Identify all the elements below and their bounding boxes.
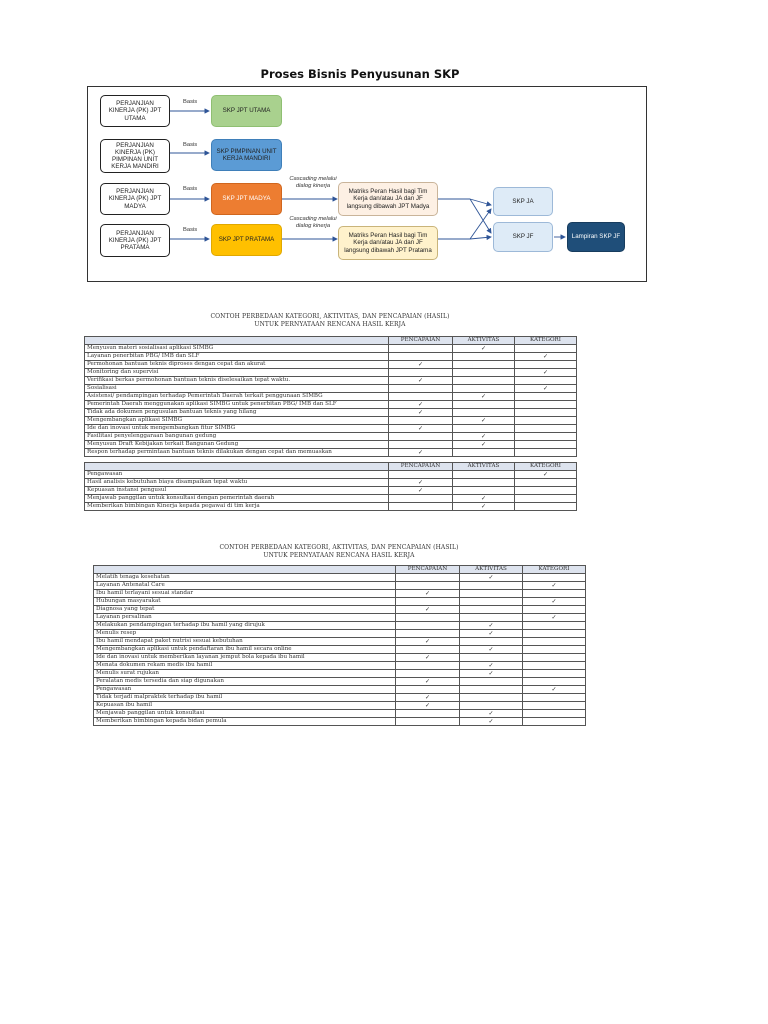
table2-row-label: Ibu hamil mendapat paket nutrisi sesuai kebutuhan (94, 638, 396, 646)
empty-cell (523, 654, 586, 662)
empty-cell (523, 678, 586, 686)
table2-row-label: Menjawab panggilan untuk konsultasi (94, 710, 396, 718)
table1-header-aktivitas: AKTIVITAS (453, 337, 515, 345)
empty-cell (396, 710, 460, 718)
skp-ja-box (493, 187, 553, 216)
empty-cell (389, 417, 453, 425)
matriks-pratama-label: Matriks Peran Hasil bagi Tim Kerja dan/atau JA dan JF langsung dibawah JPT Pratama (344, 232, 432, 254)
empty-cell (460, 694, 523, 702)
checkmark-icon: ✓ (460, 662, 523, 670)
empty-cell (389, 471, 453, 479)
empty-cell (515, 377, 577, 385)
empty-cell (515, 487, 577, 495)
pk-jpt-madya-box (100, 183, 170, 215)
empty-cell (460, 678, 523, 686)
table-row (85, 495, 577, 503)
checkmark-icon: ✓ (523, 598, 586, 606)
empty-cell (515, 361, 577, 369)
empty-cell (453, 401, 515, 409)
table2-row-label: Melakukan pendampingan terhadap ibu hamil yang dirujuk (94, 622, 396, 630)
checkmark-icon: ✓ (460, 622, 523, 630)
checkmark-icon: ✓ (515, 385, 577, 393)
checkmark-icon: ✓ (396, 694, 460, 702)
table1 (84, 336, 577, 511)
empty-cell (515, 393, 577, 401)
table1-row-label: Fasilitasi penyelenggaraan bangunan gedung (85, 433, 389, 441)
empty-cell (453, 369, 515, 377)
basis-label-1: Basis (183, 99, 198, 105)
table2-header-kategori: KATEGORI (523, 566, 586, 574)
table-row (94, 710, 586, 718)
empty-cell (396, 622, 460, 630)
checkmark-icon: ✓ (389, 401, 453, 409)
table2-row-label: Hubungan masyarakat (94, 598, 396, 606)
empty-cell (523, 646, 586, 654)
table1b-row-label: Menjawab panggilan untuk konsultasi dengan pemerintah daerah (85, 495, 389, 503)
empty-cell (460, 686, 523, 694)
table1-caption (84, 313, 576, 329)
table-row (85, 433, 577, 441)
table2-row-label: Memberikan bimbingan kepada bidan pemula (94, 718, 396, 726)
table-row (85, 503, 577, 511)
empty-cell (515, 345, 577, 353)
checkmark-icon: ✓ (389, 449, 453, 457)
table1-row-label: Layanan penerbitan PBG/ IMB dan SLF (85, 353, 389, 361)
table1-subheader-pencapaian: PENCAPAIAN (389, 463, 453, 471)
empty-cell (389, 369, 453, 377)
matriks-pratama-box (338, 226, 438, 260)
pk-pimpinan-unit-box (100, 139, 170, 173)
empty-cell (515, 449, 577, 457)
empty-cell (515, 433, 577, 441)
empty-cell (523, 638, 586, 646)
table-row (85, 361, 577, 369)
empty-cell (523, 710, 586, 718)
checkmark-icon: ✓ (389, 487, 453, 495)
table-row (94, 638, 586, 646)
pk-jpt-utama-box (100, 95, 170, 127)
table-row (94, 630, 586, 638)
table-row (85, 369, 577, 377)
table1-subheader-row (85, 463, 577, 471)
skp-jpt-utama-box (211, 95, 282, 127)
checkmark-icon: ✓ (396, 638, 460, 646)
table1-header-kategori: KATEGORI (515, 337, 577, 345)
checkmark-icon: ✓ (453, 503, 515, 511)
empty-cell (396, 670, 460, 678)
empty-cell (389, 503, 453, 511)
empty-cell (460, 654, 523, 662)
checkmark-icon: ✓ (523, 582, 586, 590)
basis-label-2: Basis (183, 142, 198, 148)
table-row (85, 377, 577, 385)
skp-jf-label: SKP JF (512, 233, 534, 241)
table1-subheader-aktivitas: AKTIVITAS (453, 463, 515, 471)
empty-cell (460, 702, 523, 710)
table-row (94, 694, 586, 702)
table1-row-label: Menyusun Draft Kebijakan terkait Bangunan Gedung (85, 441, 389, 449)
checkmark-icon: ✓ (396, 606, 460, 614)
empty-cell (389, 345, 453, 353)
table-row (85, 353, 577, 361)
empty-cell (389, 353, 453, 361)
empty-cell (453, 385, 515, 393)
table-row (94, 622, 586, 630)
table2-row-label: Layanan Antenatal Care (94, 582, 396, 590)
table-row (94, 718, 586, 726)
checkmark-icon: ✓ (389, 425, 453, 433)
empty-cell (523, 630, 586, 638)
lampiran-skp-jf-label: Lampiran SKP JF (571, 233, 621, 241)
checkmark-icon: ✓ (453, 441, 515, 449)
table2-row-label: Menulis resep (94, 630, 396, 638)
empty-cell (396, 574, 460, 582)
table2-row-label: Layanan persalinan (94, 614, 396, 622)
checkmark-icon: ✓ (389, 361, 453, 369)
empty-cell (460, 614, 523, 622)
table1-subheader-blank (85, 463, 389, 471)
checkmark-icon: ✓ (396, 590, 460, 598)
empty-cell (515, 479, 577, 487)
table-row (85, 409, 577, 417)
empty-cell (453, 487, 515, 495)
table2-caption-line1: CONTOH PERBEDAAN KATEGORI, AKTIVITAS, DAN PENCAPAIAN (HASIL) (219, 544, 459, 551)
table-row (94, 702, 586, 710)
cascading-label-1: Cascading melalui dialog kinerja (289, 176, 337, 189)
pk-jpt-pratama-label: PERJANJIAN KINERJA (PK) JPT PRATAMA (108, 229, 162, 252)
table1-row-label: Respon terhadap permintaan bantuan teknis dilakukan dengan cepat dan memuaskan (85, 449, 389, 457)
table1-header-pencapaian: PENCAPAIAN (389, 337, 453, 345)
empty-cell (396, 598, 460, 606)
table2-header-aktivitas: AKTIVITAS (460, 566, 523, 574)
pk-jpt-madya-label: PERJANJIAN KINERJA (PK) JPT MADYA (108, 188, 162, 210)
table-row (85, 401, 577, 409)
table2 (93, 565, 586, 726)
table1-row-label: Sosialisasi (85, 385, 389, 393)
checkmark-icon: ✓ (389, 377, 453, 385)
table2-row-label: Mengembangkan aplikasi untuk pendaftaran ibu hamil secara online (94, 646, 396, 654)
table-row (85, 345, 577, 353)
table2-row-label: Kepuasan ibu hamil (94, 702, 396, 710)
empty-cell (460, 582, 523, 590)
empty-cell (515, 425, 577, 433)
table-row (94, 654, 586, 662)
empty-cell (460, 598, 523, 606)
table1-row-label: Asistensi/ pendampingan terhadap Pemerintah Daerah terkait penggunaan SIMBG (85, 393, 389, 401)
empty-cell (460, 638, 523, 646)
empty-cell (453, 449, 515, 457)
table1-row-label: Verifikasi berkas permohonan bantuan teknis diselesaikan tepat waktu. (85, 377, 389, 385)
basis-label-4: Basis (183, 227, 198, 233)
empty-cell (396, 630, 460, 638)
skp-ja-label: SKP JA (512, 197, 534, 205)
table-row (94, 606, 586, 614)
table1-row-label: Pemerintah Daerah menggunakan aplikasi SIMBG untuk penerbitan PBG/ IMB dan SLF (85, 401, 389, 409)
empty-cell (453, 361, 515, 369)
page-title: Proses Bisnis Penyusunan SKP (260, 67, 460, 81)
checkmark-icon: ✓ (460, 630, 523, 638)
table2-row-label: Menata dokumen rekam medis ibu hamil (94, 662, 396, 670)
checkmark-icon: ✓ (396, 678, 460, 686)
checkmark-icon: ✓ (460, 718, 523, 726)
empty-cell (389, 433, 453, 441)
empty-cell (396, 662, 460, 670)
empty-cell (523, 702, 586, 710)
table1b-row-label: Kepuasan instansi pengusul (85, 487, 389, 495)
table2-header-row (94, 566, 586, 574)
table2-caption-line2: UNTUK PERNYATAAN RENCANA HASIL KERJA (263, 552, 415, 559)
table-row (94, 670, 586, 678)
empty-cell (453, 353, 515, 361)
table-row (85, 425, 577, 433)
table2-row-label: Pengawasan (94, 686, 396, 694)
table-row (94, 598, 586, 606)
checkmark-icon: ✓ (396, 654, 460, 662)
checkmark-icon: ✓ (515, 369, 577, 377)
checkmark-icon: ✓ (523, 686, 586, 694)
table1-subheader-kategori: KATEGORI (515, 463, 577, 471)
skp-jpt-pratama-box (211, 224, 282, 256)
skp-jpt-pratama-label: SKP JPT PRATAMA (218, 236, 275, 244)
table2-row-label: Ide dan inovasi untuk memberikan layanan jemput bola kepada ibu hamil (94, 654, 396, 662)
empty-cell (396, 614, 460, 622)
table-row (85, 479, 577, 487)
table1-row-label: Monitoring dan supervisi (85, 369, 389, 377)
table1-header-row (85, 337, 577, 345)
basis-label-3: Basis (183, 186, 198, 192)
empty-cell (453, 377, 515, 385)
checkmark-icon: ✓ (460, 710, 523, 718)
matriks-madya-label: Matriks Peran Hasil bagi Tim Kerja dan/atau JA dan JF langsung dibawah JPT Madya (346, 188, 430, 210)
table-row (94, 614, 586, 622)
empty-cell (523, 590, 586, 598)
empty-cell (523, 574, 586, 582)
empty-cell (389, 441, 453, 449)
empty-cell (523, 662, 586, 670)
pk-jpt-utama-label: PERJANJIAN KINERJA (PK) JPT UTAMA (108, 100, 162, 122)
skp-pimpinan-unit-label: SKP PIMPINAN UNIT KERJA MANDIRI (216, 147, 277, 162)
checkmark-icon: ✓ (460, 646, 523, 654)
skp-jpt-utama-label: SKP JPT UTAMA (222, 107, 271, 115)
empty-cell (523, 606, 586, 614)
table1-row-label: Menyusun materi sosialisasi aplikasi SIMBG (85, 345, 389, 353)
table1-row-label: Ide dan inovasi untuk mengembangkan fitur SIMBG (85, 425, 389, 433)
table-row (85, 441, 577, 449)
empty-cell (389, 385, 453, 393)
table1b-row-label: Hasil analisis kebutuhan biaya disampaikan tepat waktu (85, 479, 389, 487)
empty-cell (396, 582, 460, 590)
skp-pimpinan-unit-box (211, 139, 282, 171)
empty-cell (460, 590, 523, 598)
table2-caption (93, 544, 585, 560)
table1-header-blank (85, 337, 389, 345)
empty-cell (515, 495, 577, 503)
table2-header-pencapaian: PENCAPAIAN (396, 566, 460, 574)
pk-pimpinan-unit-label: PERJANJIAN KINERJA (PK) PIMPINAN UNIT KERJA MANDIRI (111, 141, 159, 171)
lampiran-skp-jf-box (567, 222, 625, 252)
empty-cell (515, 503, 577, 511)
checkmark-icon: ✓ (453, 417, 515, 425)
table-row (85, 417, 577, 425)
checkmark-icon: ✓ (453, 393, 515, 401)
checkmark-icon: ✓ (453, 433, 515, 441)
table2-row-label: Ibu hamil terlayani sesuai standar (94, 590, 396, 598)
empty-cell (515, 401, 577, 409)
checkmark-icon: ✓ (515, 353, 577, 361)
table-row (94, 590, 586, 598)
empty-cell (515, 409, 577, 417)
empty-cell (396, 718, 460, 726)
empty-cell (523, 694, 586, 702)
table2-row-label: Peralatan medis tersedia dan siap digunakan (94, 678, 396, 686)
table-row (85, 385, 577, 393)
checkmark-icon: ✓ (523, 614, 586, 622)
skp-jpt-madya-label: SKP JPT MADYA (222, 195, 271, 203)
empty-cell (453, 479, 515, 487)
empty-cell (515, 417, 577, 425)
table1-caption-line1: CONTOH PERBEDAAN KATEGORI, AKTIVITAS, DAN PENCAPAIAN (HASIL) (210, 313, 450, 320)
table1-row-label: Tidak ada dokumen pengusulan bantuan teknis yang hilang (85, 409, 389, 417)
skp-jpt-madya-box (211, 183, 282, 215)
checkmark-icon: ✓ (460, 670, 523, 678)
empty-cell (389, 495, 453, 503)
checkmark-icon: ✓ (460, 574, 523, 582)
empty-cell (396, 686, 460, 694)
pk-jpt-pratama-box (100, 224, 170, 257)
table2-row-label: Diagnosa yang tepat (94, 606, 396, 614)
checkmark-icon: ✓ (453, 345, 515, 353)
table-row (94, 686, 586, 694)
empty-cell (523, 718, 586, 726)
table-row (85, 487, 577, 495)
table1-caption-line2: UNTUK PERNYATAAN RENCANA HASIL KERJA (254, 321, 406, 328)
table1b-row-label: Pengawasan (85, 471, 389, 479)
table2-row-label: Melatih tenaga kesehatan (94, 574, 396, 582)
table2-row-label: Menulis surat rujukan (94, 670, 396, 678)
empty-cell (523, 622, 586, 630)
table1b-row-label: Memberikan bimbingan Kinerja kepada pegawai di tim kerja (85, 503, 389, 511)
checkmark-icon: ✓ (389, 409, 453, 417)
business-process-diagram (87, 86, 647, 282)
checkmark-icon: ✓ (396, 702, 460, 710)
table-row (94, 582, 586, 590)
empty-cell (453, 471, 515, 479)
matriks-madya-box (338, 182, 438, 216)
empty-cell (523, 670, 586, 678)
checkmark-icon: ✓ (453, 495, 515, 503)
empty-cell (396, 646, 460, 654)
table-row (85, 471, 577, 479)
table-row (94, 662, 586, 670)
table2-row-label: Tidak terjadi malpraktek terhadap ibu hamil (94, 694, 396, 702)
empty-cell (389, 393, 453, 401)
empty-cell (453, 409, 515, 417)
table-row (85, 393, 577, 401)
table-row (94, 574, 586, 582)
checkmark-icon: ✓ (515, 471, 577, 479)
checkmark-icon: ✓ (389, 479, 453, 487)
table-row (94, 646, 586, 654)
cascading-label-2: Cascading melalui dialog kinerja (289, 216, 337, 229)
table1-row-label: Mengembangkan aplikasi SIMBG (85, 417, 389, 425)
skp-jf-box (493, 222, 553, 252)
empty-cell (515, 441, 577, 449)
table-row (94, 678, 586, 686)
empty-cell (460, 606, 523, 614)
table1-row-label: Permohonan bantuan teknis diproses dengan cepat dan akurat (85, 361, 389, 369)
empty-cell (453, 425, 515, 433)
table2-header-blank (94, 566, 396, 574)
table-row (85, 449, 577, 457)
